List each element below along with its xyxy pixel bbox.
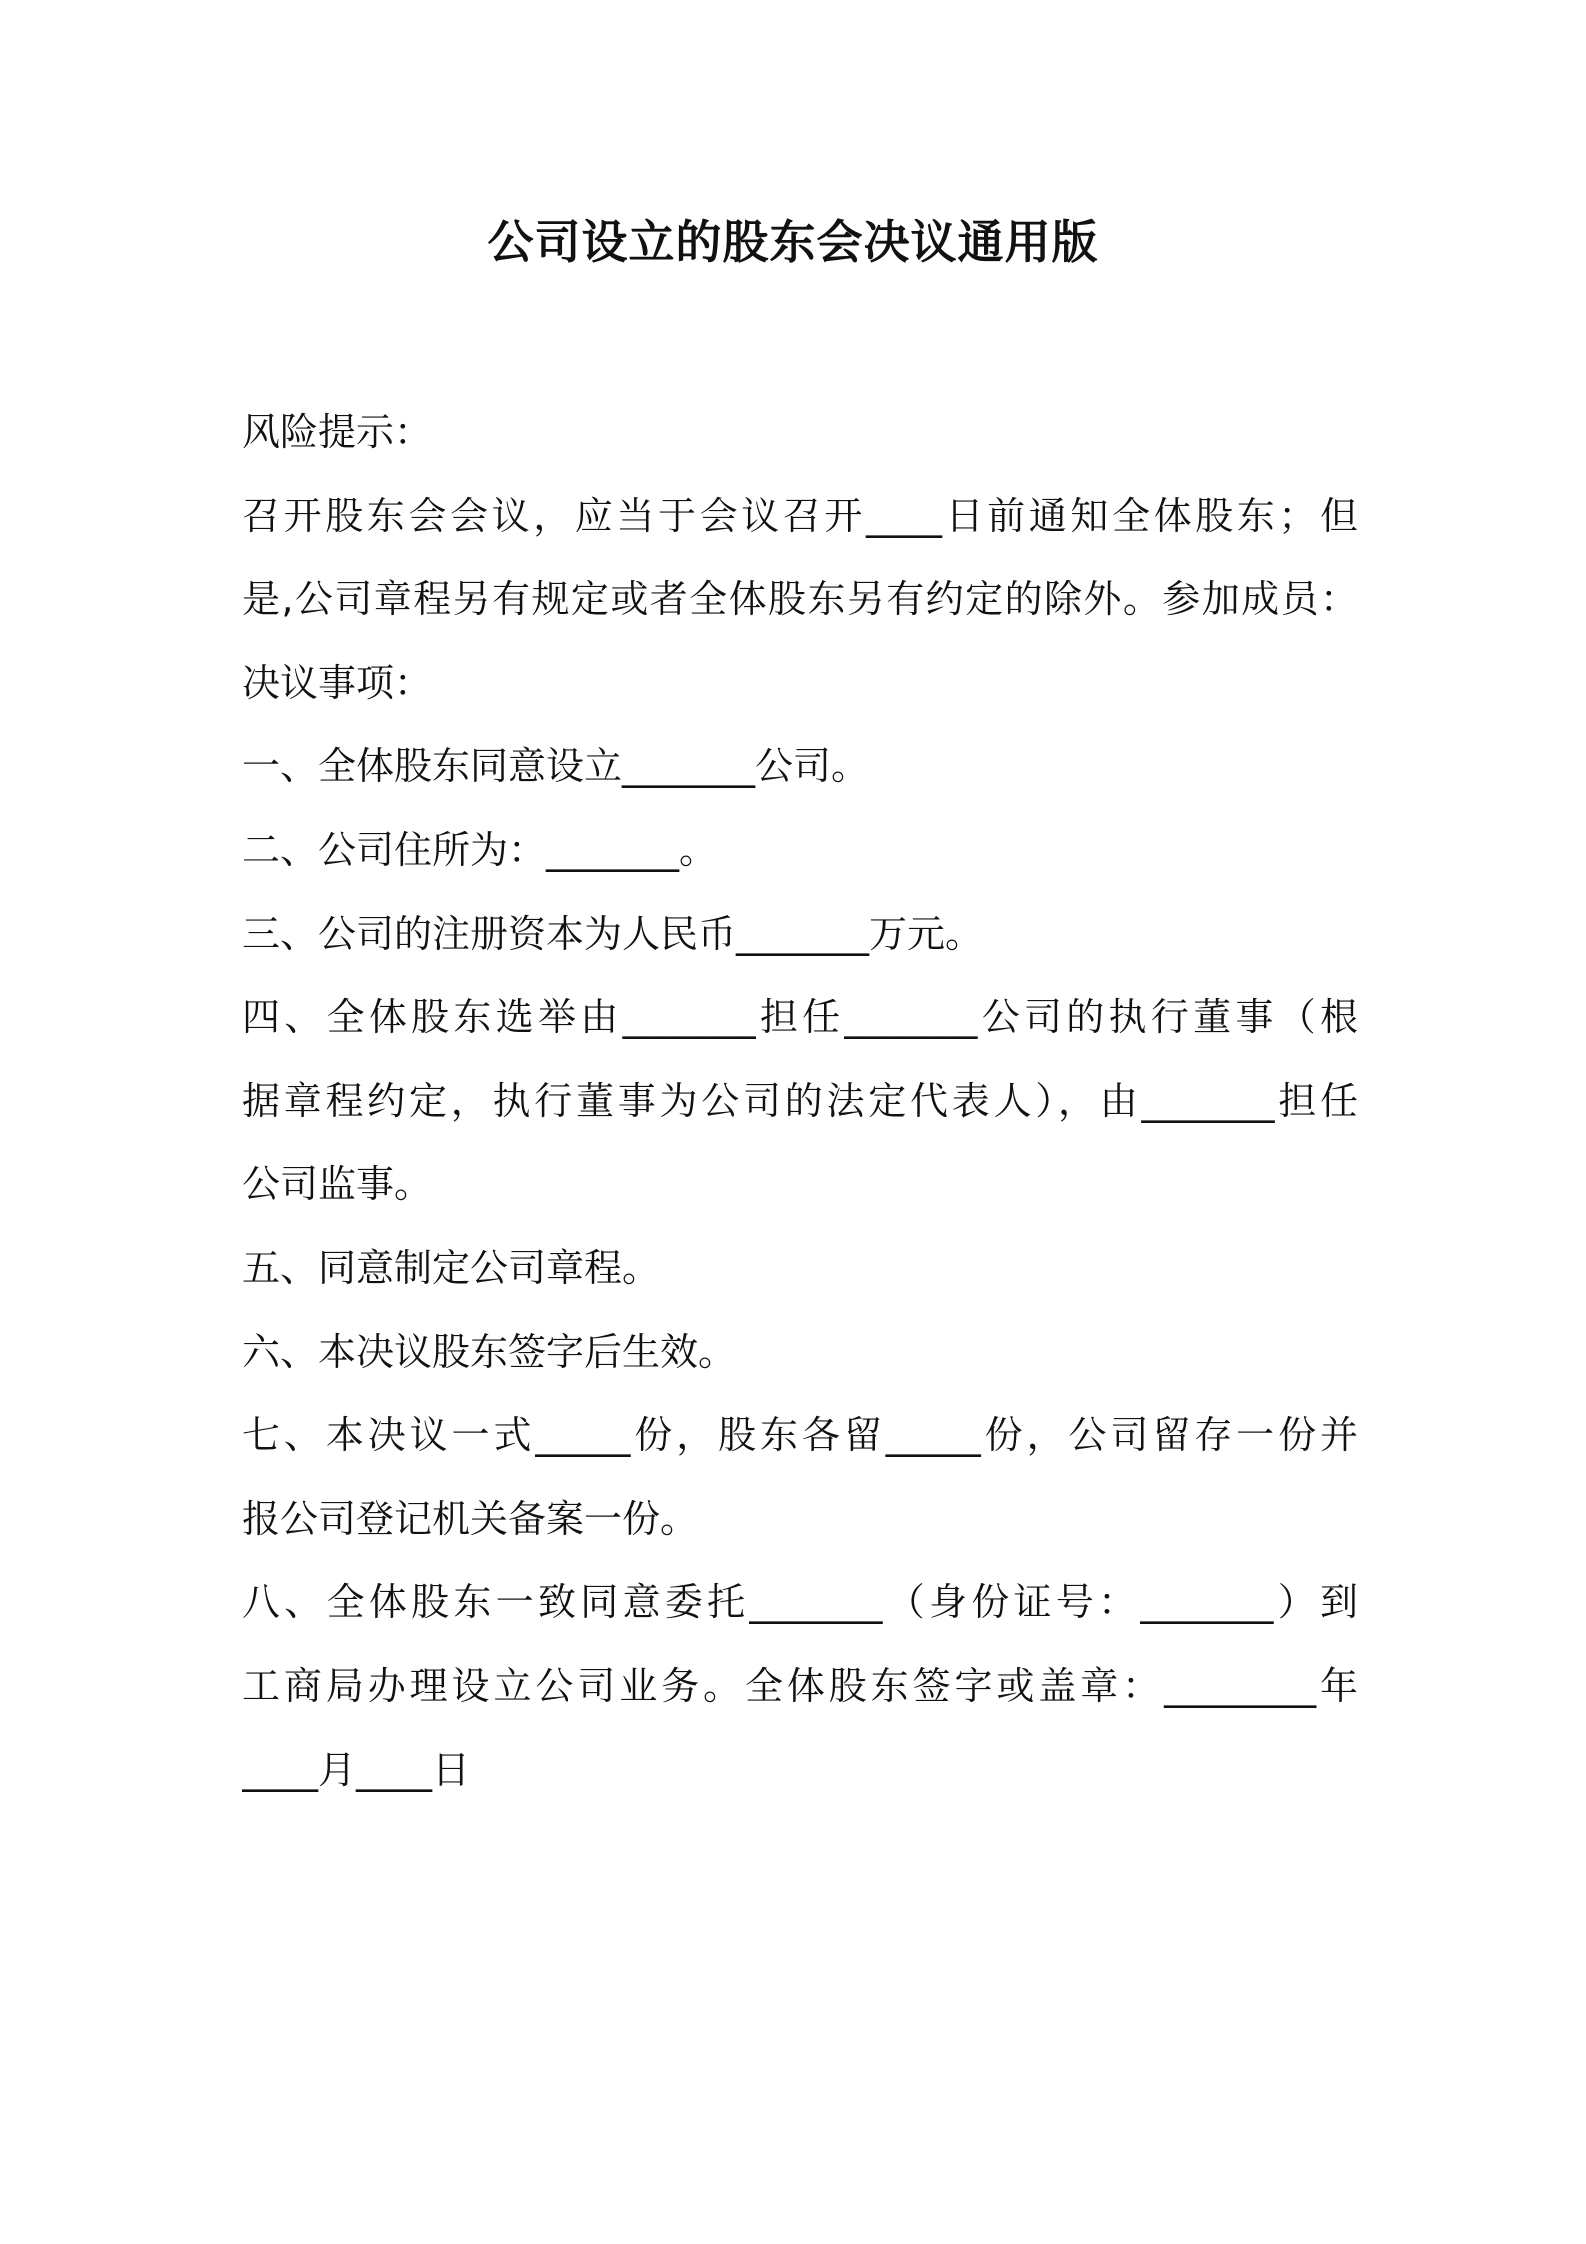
resolution-item-8-line-1: 八、全体股东一致同意委托_______（身份证号：_______）到 (242, 1580, 1358, 1625)
resolution-items-heading: 决议事项： (242, 660, 433, 705)
resolution-item-7-line-2: 报公司登记机关备案一份。 (242, 1496, 699, 1541)
signature-date-line: ____月____日 (242, 1747, 471, 1792)
resolution-item-7-line-1: 七、本决议一式_____份，股东各留_____份，公司留存一份并 (242, 1413, 1358, 1458)
resolution-item-4-line-3: 公司监事。 (242, 1162, 433, 1207)
resolution-item-4-line-1: 四、全体股东选举由_______担任_______公司的执行董事（根 (242, 995, 1358, 1040)
resolution-item-5: 五、同意制定公司章程。 (242, 1245, 661, 1290)
risk-notice-line-1: 召开股东会会议，应当于会议召开____日前通知全体股东；但 (242, 493, 1358, 538)
resolution-item-8-line-2: 工商局办理设立公司业务。全体股东签字或盖章：________年 (242, 1663, 1358, 1708)
risk-notice-line-2: 是,公司章程另有规定或者全体股东另有约定的除外。参加成员： (242, 577, 1358, 622)
resolution-item-2: 二、公司住所为：_______。 (242, 827, 718, 872)
resolution-item-1: 一、全体股东同意设立_______公司。 (242, 744, 870, 789)
risk-notice-heading: 风险提示： (242, 410, 433, 454)
document-title: 公司设立的股东会决议通用版 (487, 215, 1099, 269)
resolution-item-3: 三、公司的注册资本为人民币_______万元。 (242, 911, 984, 956)
document-body (242, 402, 1358, 1823)
resolution-item-4-line-2: 据章程约定，执行董事为公司的法定代表人），由_______担任 (242, 1078, 1358, 1123)
resolution-item-6: 六、本决议股东签字后生效。 (242, 1329, 737, 1374)
